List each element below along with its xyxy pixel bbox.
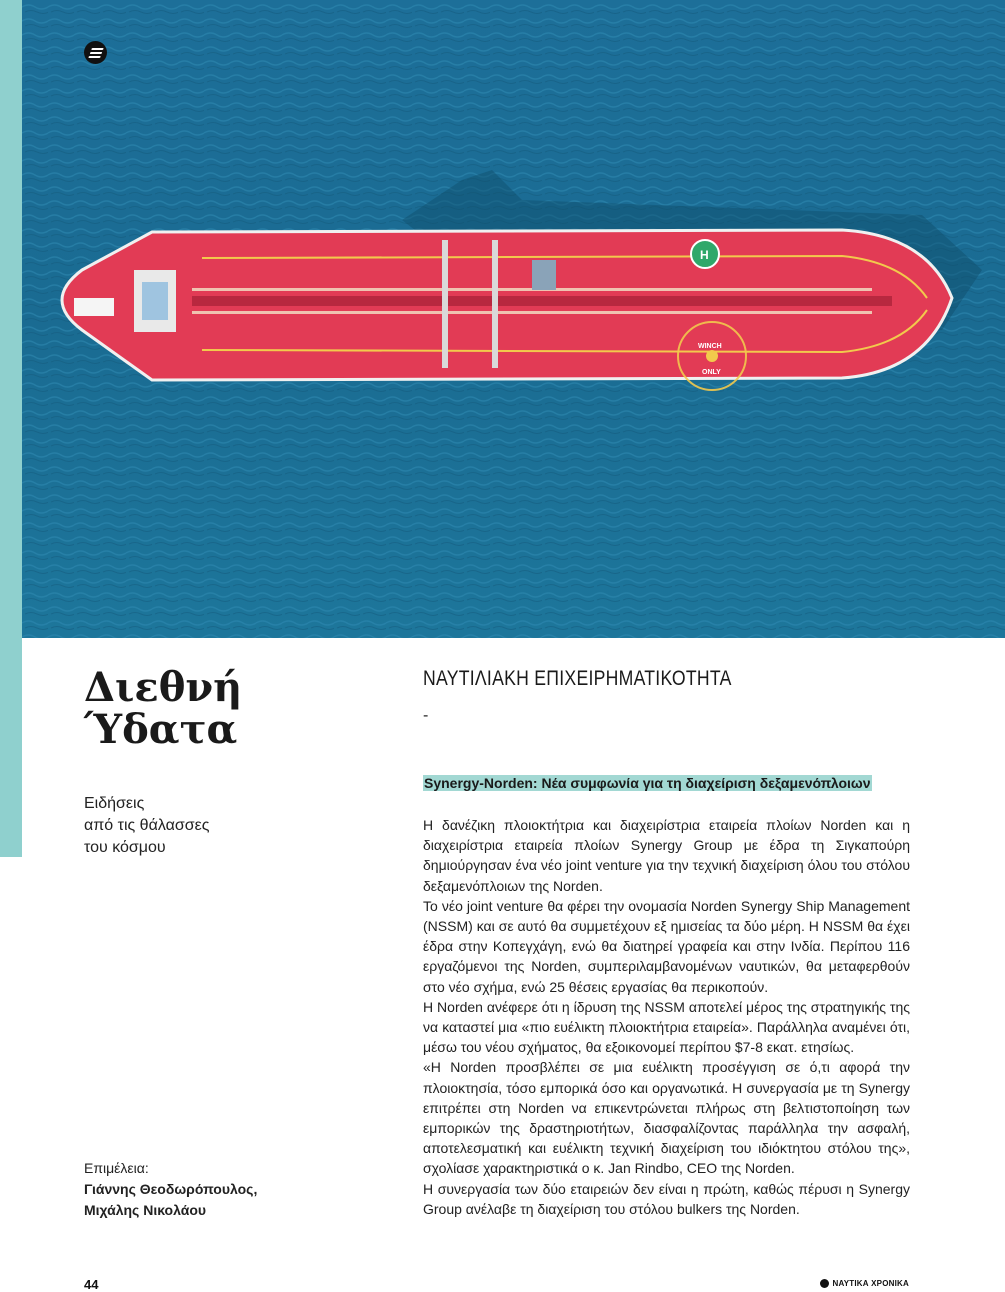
tanker-aerial-photo [22, 0, 1005, 638]
article-rubric: ΝΑΥΤΙΛΙΑΚΗ ΕΠΙΧΕΙΡΗΜΑΤΙΚΟΤΗΤΑ [423, 667, 732, 690]
teal-side-strip [0, 0, 22, 857]
section-title-line2: Ύδατα [84, 706, 238, 753]
section-title [84, 664, 344, 753]
subtitle-line2: από τις θάλασσες [84, 817, 210, 834]
page-number: 44 [84, 1277, 99, 1292]
section-subtitle [84, 793, 284, 859]
article-paragraph-4: «Η Norden προσβλέπει σε μια ευέλικτη προσέγγιση σε ό,τι αφορά την πλοιοκτησία, τόσο εμπορικά όσο και οργανωτικά. Η συνεργασία με τη Synergy επιτρέπει στη Norden να επικεντρώνεται πλήρως στη βελτιστοποίηση των εμπορικών της δραστηριοτήτων, διασφαλίζοντας παράλληλα την ασφαλή, αποτελεσματική και ευέλικτη τεχνική διαχείριση του ιδιόκτητου στόλου της», σχολίασε χαρακτηριστικά ο κ. Jan Rindbo, CEO της Norden. [423, 1059, 910, 1177]
editors-label: Επιμέλεια: [84, 1160, 149, 1176]
subtitle-line3: του κόσμου [84, 839, 166, 856]
section-title-line1: Διεθνή [84, 664, 243, 711]
article-body [423, 815, 910, 1219]
editor-name-2: Μιχάλης Νικολάου [84, 1202, 207, 1218]
footer-brand [820, 1279, 910, 1288]
magazine-logo-icon [84, 41, 107, 64]
tanker-hull-icon [62, 230, 952, 390]
article-paragraph-1: Η δανέζικη πλοιοκτήτρια και διαχειρίστρια εταιρεία πλοίων Norden και η διαχειρίστρια εταιρεία πλοίων Synergy Group με έδρα τη Σιγκαπούρη δημιούργησαν ένα νέο joint venture για την τεχνική διαχείριση όλου του στόλου δεξαμενόπλοιων της Norden. [423, 817, 910, 894]
article-headline: Synergy-Norden: Νέα συμφωνία για τη διαχείριση δεξαμενόπλοιων [424, 775, 871, 791]
svg-text:WINCH: WINCH [698, 343, 722, 350]
article-paragraph-2: Το νέο joint venture θα φέρει την ονομασία Norden Synergy Ship Management (NSSM) και σε αυτό θα συμμετέχουν εξ ημισείας τα δύο μέρη. Η NSSM θα έχει έδρα στην Κοπεγχάγη, ενώ θα διατηρεί γραφεία και στην Ινδία. Περίπου 116 εργαζόμενοι της Norden, συμπεριλαμβανομένων ναυτικών, θα μεταφερθούν στο νέο σχήμα, ενώ 25 θέσεις εργασίας θα περικοπούν. [423, 897, 910, 995]
article-paragraph-5: Η συνεργασία των δύο εταιρειών δεν είναι η πρώτη, καθώς πέρυσι η Synergy Group ανέλαβε τη διαχείριση του στόλου bulkers της Norden. [423, 1180, 910, 1217]
subtitle-line1: Ειδήσεις [84, 795, 145, 812]
brand-name: ΝΑΥΤΙΚΑ ΧΡΟΝΙΚΑ [832, 1279, 909, 1288]
brand-logo-icon [820, 1279, 829, 1288]
rubric-dash: - [423, 707, 429, 724]
article-paragraph-3: Η Norden ανέφερε ότι η ίδρυση της NSSM αποτελεί μέρος της στρατηγικής της να καταστεί μια «πιο ευέλικτη πλοιοκτήτρια εταιρεία». Παράλληλα αναμένει ότι, μέσω του νέου σχήματος, θα εξοικονομεί περίπου $7-8 εκατ. ετησίως. [423, 998, 910, 1056]
editor-name-1: Γιάννης Θεοδωρόπουλος, [84, 1181, 258, 1197]
svg-text:H: H [700, 248, 709, 262]
editors-credit [84, 1158, 344, 1221]
svg-text:ONLY: ONLY [702, 369, 721, 376]
